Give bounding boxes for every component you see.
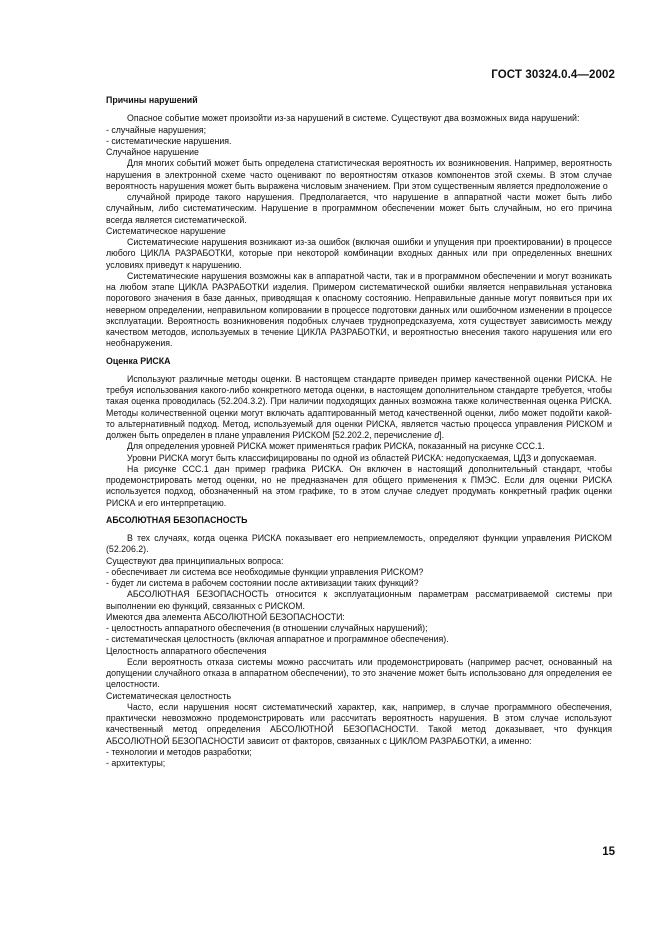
paragraph: Опасное событие может произойти из-за нарушений в системе. Существуют два возможных вида нарушений: xyxy=(127,113,580,124)
section-heading-absolute-safety: АБСОЛЮТНАЯ БЕЗОПАСНОСТЬ xyxy=(106,514,248,525)
paragraph: Уровни РИСКА могут быть классифицированы по одной из областей РИСКА: недопускаемая, ЦДЗ и допускаемая. xyxy=(127,452,597,463)
list-item: - систематическая целостность (включая аппаратное и программное обеспечения). xyxy=(106,634,449,645)
paragraph: случайной природе такого нарушения. Предполагается, что нарушение в аппаратной части может быть либо случайным, либо систематическим. Нарушение в программном обеспечении может быть случайным, но его причина всегда является систематической. xyxy=(106,192,612,225)
paragraph-text-end: ]. xyxy=(439,430,445,440)
paragraph: Если вероятность отказа системы можно рассчитать или продемонстрировать (например расчет, основанный на допущении случайного отказа в аппаратном обеспечении), то это значение может быть использовано для определения ее целостности. xyxy=(106,656,612,690)
paragraph: На рисунке ССС.1 дан пример графика РИСКА. Он включен в настоящий дополнительный стандарт, чтобы продемонстрировать метод оценки, но не предназначен для общего применения к ПМЭС. Если для оценки РИСКА используется подход, обозначенный на этом графике, то в этом случае следует продумать конкретный график оценки РИСКА и его интерпретацию. xyxy=(106,463,612,508)
paragraph: Имеются два элемента АБСОЛЮТНОЙ БЕЗОПАСНОСТИ: xyxy=(106,611,345,622)
paragraph: Для определения уровней РИСКА может применяться график РИСКА, показанный на рисунке ССС.1. xyxy=(127,441,545,452)
paragraph: Систематические нарушения возможны как в аппаратной части, так и в программном обеспечении и могут возникать на любом этапе ЦИКЛА РАЗРАБОТКИ изделия. Примером систематической ошибки является неправильная установка порогового значения в базе данных, приводящая к опасному состоянию. Неправильные данные могут появиться при их неверном определении, неправильном копировании в процессе подготовки данных или ошибочном изменении в процессе эксплуатации. Вероятность возникновения подобных случаев труднопредсказуема, хотя существует зависимость между качеством методов, используемых в течение ЦИКЛА РАЗРАБОТКИ, и вероятностью внесения такого нарушения или его необнаружения. xyxy=(106,270,612,349)
paragraph: Часто, если нарушения носят систематический характер, как, например, в случае программного обеспечения, практически невозможно продемонстрировать или рассчитать вероятность нарушения. В этом случае используют качественный метод определения АБСОЛЮТНОЙ БЕЗОПАСНОСТИ. Такой метод доказывает, что функция АБСОЛЮТНОЙ БЕЗОПАСНОСТИ зависит от факторов, связанных с ЦИКЛОМ РАЗРАБОТКИ, а именно: xyxy=(106,701,612,746)
subheading-hardware-integrity: Целостность аппаратного обеспечения xyxy=(106,645,267,656)
list-item: - случайные нарушения; xyxy=(106,124,207,135)
list-item: - архитектуры; xyxy=(106,758,166,768)
paragraph xyxy=(106,374,612,442)
paragraph: Для многих событий может быть определена статистическая вероятность их возникновения. Например, вероятность нарушения в электронной схеме часто оценивают по вероятностям отказов компонентов этой схемы. В этом случае вероятность нарушения может быть выражена числовым значением. При этом существенным является предположение о xyxy=(106,158,612,191)
subheading-systematic-integrity: Систематическая целостность xyxy=(106,690,232,701)
paragraph: АБСОЛЮТНАЯ БЕЗОПАСНОСТЬ относится к эксплуатационным параметрам рассматриваемой системы при выполнении ею функций, связанных с РИСКОМ. xyxy=(106,589,612,611)
paragraph-text: Используют различные методы оценки. В настоящем стандарте приведен пример качественной оценки РИСКА. Не требуя использования какого-либо конкретного метода оценки, в настоящем дополнительном стандарте требуется, чтобы такая оценка проводилась (52.204.3.2). При наличии подходящих данных возможна также количественная оценка РИСКА. Методы количественной оценки могут включать адаптированный метод качественной оценки, либо может подойти какой-то альтернативный подход. Метод, используемый для оценки РИСКА, является частью процесса управления РИСКОМ и должен быть определен в плане управления РИСКОМ [52.202.2, перечисление xyxy=(106,373,612,440)
list-item: - целостность аппаратного обеспечения (в отношении случайных нарушений); xyxy=(106,623,428,633)
list-item: - будет ли система в рабочем состоянии после активизации таких функций? xyxy=(106,578,419,588)
document-body xyxy=(106,95,612,769)
subheading-random-failure: Случайное нарушение xyxy=(106,147,199,157)
section-heading-risk-assessment: Оценка РИСКА xyxy=(106,355,171,366)
section-heading-causes: Причины нарушений xyxy=(106,95,198,105)
paragraph: Существуют два принципиальных вопроса: xyxy=(106,555,284,566)
document-code: ГОСТ 30324.0.4—2002 xyxy=(491,69,615,81)
paragraph: Систематические нарушения возникают из-за ошибок (включая ошибки и упущения при проектировании) в процессе любого ЦИКЛА РАЗРАБОТКИ, которые при некоторой комбинации входных данных или при определенных внешних условиях приведут к нарушению. xyxy=(106,237,612,270)
subheading-systematic-failure: Систематическое нарушение xyxy=(106,225,226,236)
enumeration-letter: d xyxy=(434,430,440,440)
list-item: - систематические нарушения. xyxy=(106,135,232,146)
paragraph: В тех случаях, когда оценка РИСКА показывает его неприемлемость, определяют функции управления РИСКОМ (52.206.2). xyxy=(106,533,612,555)
page-number: 15 xyxy=(602,846,615,858)
list-item: - обеспечивает ли система все необходимые функции управления РИСКОМ? xyxy=(106,566,424,577)
list-item: - технологии и методов разработки; xyxy=(106,746,252,757)
